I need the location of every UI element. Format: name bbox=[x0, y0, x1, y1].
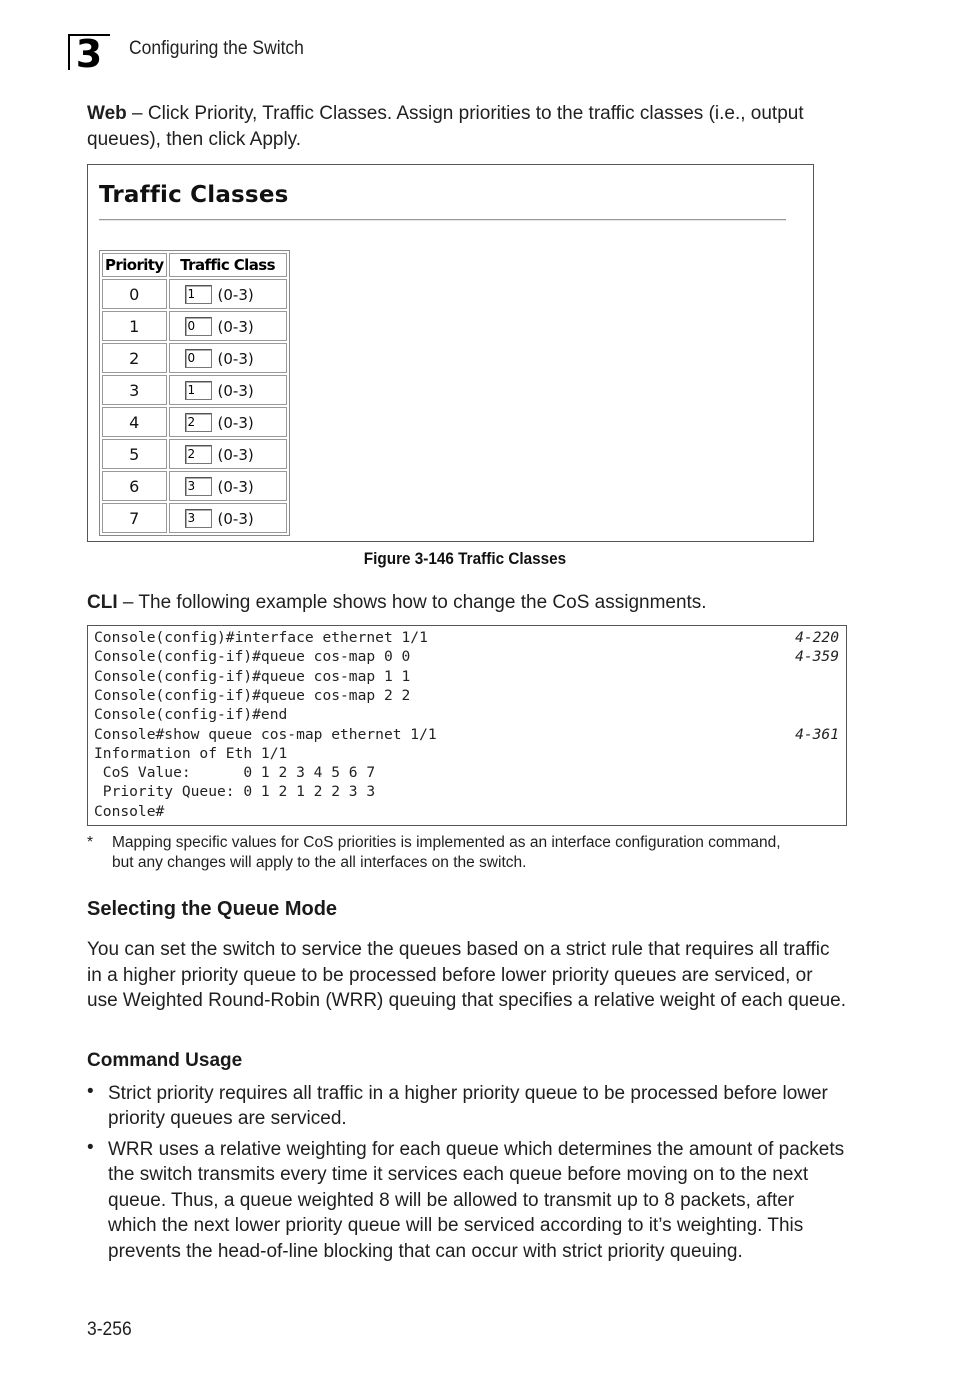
code-line: Console#show queue cos-map ethernet 1/1 bbox=[94, 725, 437, 743]
command-usage-heading: Command Usage bbox=[87, 1050, 243, 1071]
command-page-reference: 4-220 bbox=[795, 629, 839, 646]
bullet-marker: • bbox=[87, 1081, 94, 1102]
traffic-class-input-priority-1[interactable]: 0 bbox=[185, 317, 212, 336]
cli-instruction bbox=[87, 590, 847, 616]
priority-cell: 1 bbox=[102, 311, 167, 341]
traffic-class-cell bbox=[169, 471, 287, 501]
code-line: Console# bbox=[94, 802, 165, 820]
table-row bbox=[102, 471, 287, 501]
bullet-strict-priority: Strict priority requires all traffic in a higher priority queue to be processed before lower priority queues are serviced. bbox=[108, 1083, 828, 1130]
traffic-class-input-priority-3[interactable]: 1 bbox=[185, 381, 212, 400]
code-line: Console(config-if)#end bbox=[94, 706, 288, 724]
traffic-class-cell bbox=[169, 375, 287, 405]
web-label: Web bbox=[87, 103, 127, 124]
code-line: Console(config-if)#queue cos-map 1 1 bbox=[94, 667, 411, 685]
traffic-class-input-priority-7[interactable]: 3 bbox=[185, 509, 212, 528]
table-row bbox=[102, 311, 287, 341]
range-hint: (0-3) bbox=[217, 509, 254, 528]
traffic-class-cell bbox=[169, 439, 287, 469]
table-row bbox=[102, 375, 287, 405]
traffic-class-cell bbox=[169, 311, 287, 341]
code-line: Priority Queue: 0 1 2 1 2 2 3 3 bbox=[94, 783, 376, 801]
figure-caption: Figure 3-146 Traffic Classes bbox=[363, 549, 567, 568]
traffic-class-input-priority-2[interactable]: 0 bbox=[185, 349, 212, 368]
code-line: Console(config-if)#queue cos-map 2 2 bbox=[94, 686, 411, 704]
range-hint: (0-3) bbox=[217, 381, 254, 400]
bullet-wrr: WRR uses a relative weighting for each queue which determines the amount of packets the switch transmits every time it services each queue before moving on to the next queue. Thus, a queue weighted 8 will be allowed to transmit up to 8 packets, after which the next lower priority queue will be serviced according to it’s weighting. This prevents the head-of-line blocking that can occur with strict priority queuing. bbox=[108, 1139, 845, 1262]
footnote-marker: * bbox=[87, 834, 94, 851]
title-divider bbox=[99, 219, 786, 221]
traffic-class-cell bbox=[169, 503, 287, 533]
range-hint: (0-3) bbox=[217, 285, 254, 304]
code-line: CoS Value: 0 1 2 3 4 5 6 7 bbox=[94, 764, 376, 782]
chapter-number: 3 bbox=[75, 34, 103, 70]
traffic-class-input-priority-0[interactable]: 1 bbox=[185, 285, 212, 304]
cli-code-block bbox=[87, 625, 847, 826]
traffic-class-table bbox=[99, 250, 290, 536]
command-page-reference: 4-359 bbox=[795, 648, 839, 666]
priority-cell: 6 bbox=[102, 471, 167, 501]
web-instruction bbox=[87, 101, 827, 152]
queue-mode-paragraph: You can set the switch to service the queues based on a strict rule that requires all traffic in a higher priority queue to be processed before lower priority queues are serviced, or use Weighted Round-Robin (WRR) queuing that specifies a relative weight of each queue. bbox=[87, 939, 847, 1011]
traffic-classes-figure bbox=[87, 164, 814, 542]
web-instruction-text: – Click Priority, Traffic Classes. Assign priorities to the traffic classes (i.e., output queues), then click Apply. bbox=[87, 103, 804, 150]
traffic-class-cell bbox=[169, 343, 287, 373]
priority-cell: 5 bbox=[102, 439, 167, 469]
table-row bbox=[102, 343, 287, 373]
bullet-marker: • bbox=[87, 1137, 94, 1158]
footnote-text: Mapping specific values for CoS priorities is implemented as an interface configuration command, but any changes will apply to the all interfaces on the switch. bbox=[112, 834, 781, 871]
section-heading-queue-mode: Selecting the Queue Mode bbox=[87, 898, 338, 920]
traffic-class-cell bbox=[169, 407, 287, 437]
page-number: 3-256 bbox=[87, 1319, 132, 1340]
column-header-traffic-class: Traffic Class bbox=[169, 253, 287, 277]
cli-label: CLI bbox=[87, 592, 118, 613]
cli-instruction-text: – The following example shows how to change the CoS assignments. bbox=[117, 592, 707, 613]
traffic-class-input-priority-6[interactable]: 3 bbox=[185, 477, 212, 496]
priority-cell: 7 bbox=[102, 503, 167, 533]
traffic-classes-title: Traffic Classes bbox=[99, 182, 289, 208]
priority-cell: 2 bbox=[102, 343, 167, 373]
chapter-title: Configuring the Switch bbox=[129, 38, 304, 59]
traffic-class-input-priority-4[interactable]: 2 bbox=[185, 413, 212, 432]
traffic-class-cell bbox=[169, 279, 287, 309]
range-hint: (0-3) bbox=[217, 413, 254, 432]
range-hint: (0-3) bbox=[217, 317, 254, 336]
table-row bbox=[102, 279, 287, 309]
code-line: Information of Eth 1/1 bbox=[94, 744, 288, 762]
traffic-class-input-priority-5[interactable]: 2 bbox=[185, 445, 212, 464]
column-header-priority: Priority bbox=[102, 253, 167, 277]
chapter-number-badge bbox=[68, 34, 110, 70]
command-page-reference: 4-361 bbox=[795, 725, 839, 743]
priority-cell: 0 bbox=[102, 279, 167, 309]
range-hint: (0-3) bbox=[217, 477, 254, 496]
range-hint: (0-3) bbox=[217, 349, 254, 368]
table-row bbox=[102, 503, 287, 533]
range-hint: (0-3) bbox=[217, 445, 254, 464]
priority-cell: 4 bbox=[102, 407, 167, 437]
table-row bbox=[102, 407, 287, 437]
table-row bbox=[102, 439, 287, 469]
code-line: Console(config)#interface ethernet 1/1 bbox=[94, 629, 428, 646]
priority-cell: 3 bbox=[102, 375, 167, 405]
code-line: Console(config-if)#queue cos-map 0 0 bbox=[94, 648, 411, 666]
